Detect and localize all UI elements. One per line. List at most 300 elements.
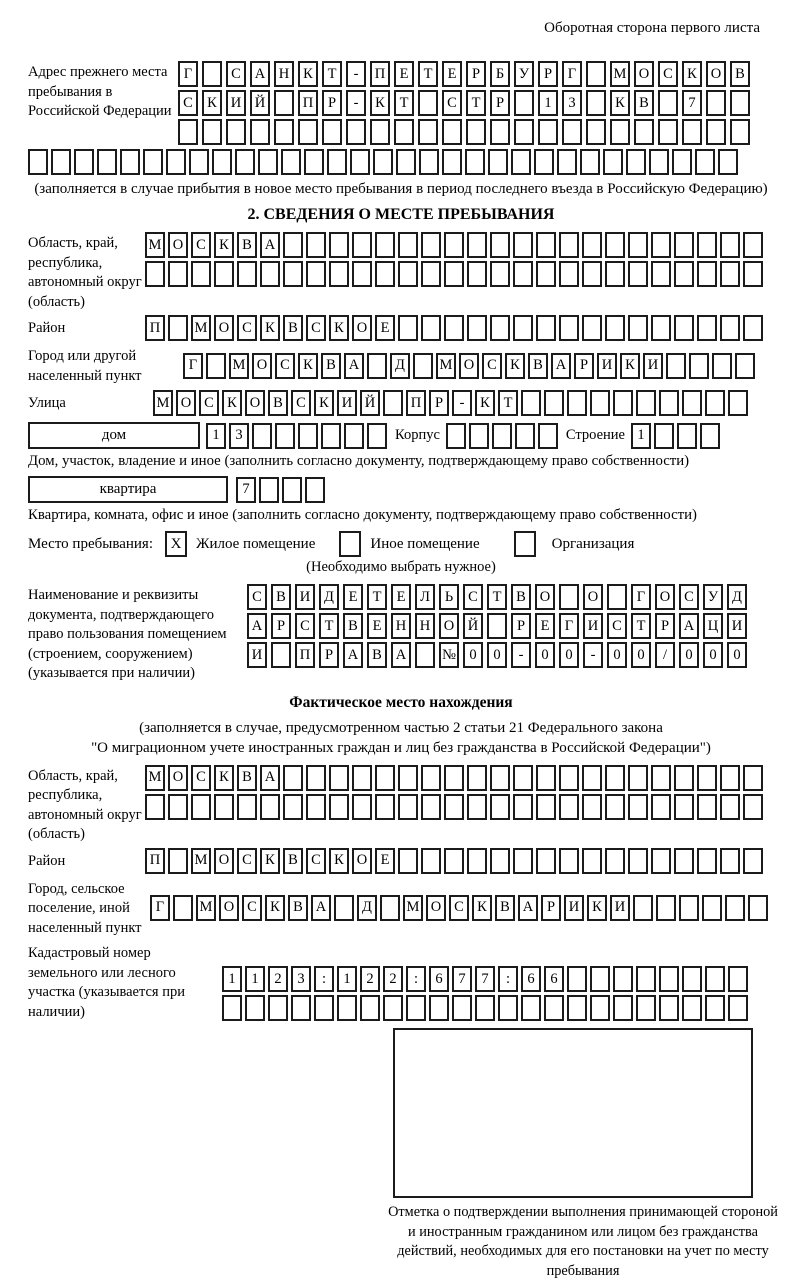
char-box[interactable]: В <box>271 584 291 610</box>
char-box[interactable] <box>628 765 648 791</box>
char-box[interactable]: Т <box>319 613 339 639</box>
char-box[interactable] <box>487 613 507 639</box>
char-box[interactable] <box>636 995 656 1021</box>
char-box[interactable]: С <box>306 848 326 874</box>
char-box[interactable] <box>252 423 272 449</box>
char-box[interactable]: М <box>403 895 423 921</box>
char-box[interactable] <box>649 149 669 175</box>
char-box[interactable] <box>467 261 487 287</box>
char-box[interactable]: К <box>202 90 222 116</box>
char-box[interactable]: Н <box>415 613 435 639</box>
char-box[interactable]: Й <box>250 90 270 116</box>
char-box[interactable]: Р <box>490 90 510 116</box>
char-box[interactable] <box>659 390 679 416</box>
char-box[interactable]: А <box>247 613 267 639</box>
char-box[interactable] <box>329 765 349 791</box>
char-box[interactable]: К <box>682 61 702 87</box>
char-box[interactable] <box>191 794 211 820</box>
char-box[interactable]: А <box>391 642 411 668</box>
char-box[interactable] <box>206 353 226 379</box>
char-box[interactable] <box>700 423 720 449</box>
char-box[interactable] <box>633 895 653 921</box>
char-box[interactable] <box>562 119 582 145</box>
char-box[interactable]: 1 <box>538 90 558 116</box>
char-box[interactable]: 2 <box>360 966 380 992</box>
char-box[interactable] <box>658 90 678 116</box>
char-box[interactable] <box>720 765 740 791</box>
char-box[interactable]: М <box>610 61 630 87</box>
char-box[interactable] <box>304 149 324 175</box>
char-box[interactable] <box>490 119 510 145</box>
char-box[interactable] <box>469 423 489 449</box>
char-box[interactable] <box>259 477 279 503</box>
char-box[interactable] <box>613 995 633 1021</box>
char-box[interactable]: 3 <box>562 90 582 116</box>
char-box[interactable] <box>536 765 556 791</box>
char-box[interactable] <box>697 261 717 287</box>
char-box[interactable] <box>352 765 372 791</box>
char-box[interactable] <box>582 315 602 341</box>
char-box[interactable] <box>674 765 694 791</box>
char-box[interactable]: О <box>168 765 188 791</box>
char-box[interactable]: А <box>679 613 699 639</box>
char-box[interactable] <box>282 477 302 503</box>
char-box[interactable]: Т <box>367 584 387 610</box>
char-box[interactable]: Г <box>631 584 651 610</box>
char-box[interactable] <box>605 794 625 820</box>
char-box[interactable]: К <box>329 848 349 874</box>
char-box[interactable] <box>651 794 671 820</box>
char-box[interactable] <box>28 149 48 175</box>
char-box[interactable] <box>659 966 679 992</box>
char-box[interactable]: С <box>237 315 257 341</box>
char-box[interactable]: В <box>268 390 288 416</box>
char-box[interactable] <box>559 232 579 258</box>
char-box[interactable] <box>513 848 533 874</box>
char-box[interactable]: 3 <box>291 966 311 992</box>
char-box[interactable] <box>490 261 510 287</box>
char-box[interactable]: И <box>226 90 246 116</box>
char-box[interactable]: 3 <box>229 423 249 449</box>
char-box[interactable]: Р <box>655 613 675 639</box>
char-box[interactable] <box>651 261 671 287</box>
char-box[interactable] <box>367 353 387 379</box>
char-box[interactable]: С <box>291 390 311 416</box>
char-box[interactable] <box>651 848 671 874</box>
char-box[interactable] <box>260 794 280 820</box>
char-box[interactable] <box>467 848 487 874</box>
char-box[interactable]: В <box>495 895 515 921</box>
char-box[interactable] <box>674 232 694 258</box>
char-box[interactable] <box>214 261 234 287</box>
char-box[interactable] <box>327 149 347 175</box>
char-box[interactable]: Г <box>562 61 582 87</box>
char-box[interactable] <box>559 315 579 341</box>
char-box[interactable]: / <box>655 642 675 668</box>
char-box[interactable] <box>559 765 579 791</box>
char-box[interactable] <box>442 119 462 145</box>
char-box[interactable]: Г <box>559 613 579 639</box>
char-box[interactable]: М <box>191 848 211 874</box>
char-box[interactable] <box>306 765 326 791</box>
char-box[interactable]: : <box>406 966 426 992</box>
char-box[interactable]: С <box>607 613 627 639</box>
char-box[interactable]: Т <box>466 90 486 116</box>
char-box[interactable]: 2 <box>268 966 288 992</box>
char-box[interactable]: П <box>295 642 315 668</box>
char-box[interactable] <box>730 90 750 116</box>
char-box[interactable]: Н <box>274 61 294 87</box>
char-box[interactable] <box>728 966 748 992</box>
char-box[interactable] <box>682 995 702 1021</box>
char-box[interactable] <box>697 765 717 791</box>
char-box[interactable] <box>250 119 270 145</box>
char-box[interactable]: С <box>306 315 326 341</box>
char-box[interactable] <box>735 353 755 379</box>
char-box[interactable] <box>720 794 740 820</box>
char-box[interactable]: К <box>214 765 234 791</box>
apartment-type-box[interactable]: квартира <box>28 476 228 503</box>
char-box[interactable]: - <box>511 642 531 668</box>
char-box[interactable] <box>682 966 702 992</box>
char-box[interactable] <box>658 119 678 145</box>
char-box[interactable] <box>178 119 198 145</box>
char-box[interactable] <box>706 90 726 116</box>
char-box[interactable]: С <box>237 848 257 874</box>
char-box[interactable]: Д <box>357 895 377 921</box>
char-box[interactable]: О <box>168 232 188 258</box>
char-box[interactable] <box>370 119 390 145</box>
char-box[interactable] <box>538 119 558 145</box>
char-box[interactable] <box>444 232 464 258</box>
char-box[interactable]: 7 <box>452 966 472 992</box>
char-box[interactable] <box>586 119 606 145</box>
char-box[interactable] <box>421 794 441 820</box>
char-box[interactable]: О <box>634 61 654 87</box>
char-box[interactable] <box>375 765 395 791</box>
char-box[interactable] <box>567 966 587 992</box>
char-box[interactable]: 0 <box>607 642 627 668</box>
char-box[interactable] <box>283 261 303 287</box>
char-box[interactable]: 0 <box>487 642 507 668</box>
char-box[interactable] <box>245 995 265 1021</box>
char-box[interactable] <box>582 232 602 258</box>
char-box[interactable] <box>168 261 188 287</box>
char-box[interactable]: Р <box>319 642 339 668</box>
char-box[interactable]: Т <box>631 613 651 639</box>
char-box[interactable] <box>226 119 246 145</box>
char-box[interactable] <box>444 765 464 791</box>
char-box[interactable] <box>145 794 165 820</box>
char-box[interactable] <box>396 149 416 175</box>
char-box[interactable]: К <box>260 848 280 874</box>
char-box[interactable]: Е <box>375 848 395 874</box>
char-box[interactable]: Б <box>490 61 510 87</box>
char-box[interactable]: С <box>679 584 699 610</box>
checkbox-other-premise[interactable] <box>339 531 361 557</box>
char-box[interactable] <box>567 390 587 416</box>
char-box[interactable] <box>513 794 533 820</box>
char-box[interactable] <box>467 765 487 791</box>
char-box[interactable]: П <box>145 315 165 341</box>
char-box[interactable]: К <box>260 315 280 341</box>
checkbox-residential[interactable]: X <box>165 531 187 557</box>
char-box[interactable]: Р <box>538 61 558 87</box>
char-box[interactable] <box>446 423 466 449</box>
char-box[interactable] <box>298 119 318 145</box>
char-box[interactable]: Р <box>429 390 449 416</box>
char-box[interactable]: Р <box>511 613 531 639</box>
checkbox-organization[interactable] <box>514 531 536 557</box>
char-box[interactable] <box>712 353 732 379</box>
char-box[interactable]: С <box>242 895 262 921</box>
char-box[interactable]: К <box>222 390 242 416</box>
char-box[interactable] <box>490 848 510 874</box>
char-box[interactable] <box>237 261 257 287</box>
char-box[interactable]: А <box>518 895 538 921</box>
char-box[interactable] <box>582 848 602 874</box>
char-box[interactable]: И <box>583 613 603 639</box>
char-box[interactable] <box>743 765 763 791</box>
char-box[interactable]: С <box>275 353 295 379</box>
char-box[interactable]: О <box>245 390 265 416</box>
char-box[interactable] <box>613 390 633 416</box>
char-box[interactable]: В <box>528 353 548 379</box>
char-box[interactable] <box>748 895 768 921</box>
char-box[interactable]: П <box>298 90 318 116</box>
char-box[interactable]: 6 <box>521 966 541 992</box>
char-box[interactable]: О <box>352 315 372 341</box>
char-box[interactable] <box>720 232 740 258</box>
char-box[interactable]: В <box>283 315 303 341</box>
char-box[interactable]: У <box>514 61 534 87</box>
char-box[interactable]: Т <box>487 584 507 610</box>
char-box[interactable] <box>275 423 295 449</box>
char-box[interactable]: - <box>346 61 366 87</box>
char-box[interactable] <box>697 315 717 341</box>
char-box[interactable] <box>375 232 395 258</box>
char-box[interactable]: Д <box>727 584 747 610</box>
char-box[interactable] <box>605 848 625 874</box>
char-box[interactable] <box>628 848 648 874</box>
char-box[interactable] <box>191 261 211 287</box>
char-box[interactable]: 7 <box>682 90 702 116</box>
char-box[interactable] <box>173 895 193 921</box>
char-box[interactable]: 0 <box>727 642 747 668</box>
char-box[interactable] <box>659 995 679 1021</box>
char-box[interactable] <box>590 995 610 1021</box>
char-box[interactable]: О <box>459 353 479 379</box>
char-box[interactable] <box>544 390 564 416</box>
char-box[interactable] <box>682 119 702 145</box>
char-box[interactable]: В <box>283 848 303 874</box>
char-box[interactable] <box>705 995 725 1021</box>
char-box[interactable] <box>375 261 395 287</box>
char-box[interactable] <box>352 794 372 820</box>
char-box[interactable] <box>329 261 349 287</box>
char-box[interactable]: 1 <box>337 966 357 992</box>
char-box[interactable] <box>467 232 487 258</box>
char-box[interactable] <box>590 390 610 416</box>
char-box[interactable] <box>636 966 656 992</box>
char-box[interactable] <box>720 315 740 341</box>
char-box[interactable] <box>235 149 255 175</box>
char-box[interactable]: Р <box>466 61 486 87</box>
char-box[interactable] <box>166 149 186 175</box>
char-box[interactable]: У <box>703 584 723 610</box>
char-box[interactable]: 7 <box>236 477 256 503</box>
char-box[interactable] <box>398 315 418 341</box>
char-box[interactable] <box>628 232 648 258</box>
char-box[interactable] <box>586 61 606 87</box>
char-box[interactable]: О <box>176 390 196 416</box>
char-box[interactable] <box>586 90 606 116</box>
char-box[interactable]: Й <box>360 390 380 416</box>
char-box[interactable]: А <box>344 353 364 379</box>
char-box[interactable]: № <box>439 642 459 668</box>
char-box[interactable]: В <box>634 90 654 116</box>
char-box[interactable] <box>513 261 533 287</box>
char-box[interactable] <box>398 261 418 287</box>
char-box[interactable]: М <box>145 765 165 791</box>
char-box[interactable] <box>605 261 625 287</box>
char-box[interactable] <box>656 895 676 921</box>
char-box[interactable]: Л <box>415 584 435 610</box>
char-box[interactable]: Н <box>391 613 411 639</box>
char-box[interactable] <box>321 423 341 449</box>
char-box[interactable]: К <box>620 353 640 379</box>
char-box[interactable]: С <box>226 61 246 87</box>
char-box[interactable]: Е <box>391 584 411 610</box>
char-box[interactable]: 2 <box>383 966 403 992</box>
char-box[interactable] <box>291 995 311 1021</box>
char-box[interactable] <box>306 261 326 287</box>
char-box[interactable] <box>743 315 763 341</box>
char-box[interactable]: Г <box>150 895 170 921</box>
char-box[interactable]: Р <box>541 895 561 921</box>
char-box[interactable] <box>222 995 242 1021</box>
char-box[interactable]: В <box>367 642 387 668</box>
char-box[interactable]: 1 <box>631 423 651 449</box>
char-box[interactable] <box>697 232 717 258</box>
char-box[interactable] <box>271 642 291 668</box>
char-box[interactable]: А <box>260 232 280 258</box>
char-box[interactable]: М <box>229 353 249 379</box>
char-box[interactable]: 0 <box>559 642 579 668</box>
char-box[interactable] <box>398 848 418 874</box>
char-box[interactable]: Т <box>394 90 414 116</box>
char-box[interactable] <box>350 149 370 175</box>
char-box[interactable] <box>375 794 395 820</box>
char-box[interactable] <box>498 995 518 1021</box>
char-box[interactable] <box>329 794 349 820</box>
char-box[interactable] <box>536 794 556 820</box>
char-box[interactable] <box>383 390 403 416</box>
char-box[interactable] <box>97 149 117 175</box>
char-box[interactable]: И <box>610 895 630 921</box>
char-box[interactable] <box>513 765 533 791</box>
char-box[interactable]: - <box>583 642 603 668</box>
char-box[interactable] <box>605 232 625 258</box>
char-box[interactable]: О <box>214 848 234 874</box>
char-box[interactable] <box>281 149 301 175</box>
char-box[interactable]: М <box>153 390 173 416</box>
char-box[interactable] <box>492 423 512 449</box>
char-box[interactable]: Й <box>463 613 483 639</box>
char-box[interactable] <box>536 315 556 341</box>
char-box[interactable] <box>705 390 725 416</box>
char-box[interactable] <box>398 765 418 791</box>
char-box[interactable] <box>490 315 510 341</box>
char-box[interactable] <box>567 995 587 1021</box>
char-box[interactable] <box>636 390 656 416</box>
char-box[interactable]: Р <box>322 90 342 116</box>
char-box[interactable] <box>212 149 232 175</box>
char-box[interactable]: И <box>564 895 584 921</box>
char-box[interactable] <box>559 261 579 287</box>
char-box[interactable]: Е <box>535 613 555 639</box>
char-box[interactable] <box>536 261 556 287</box>
char-box[interactable] <box>398 794 418 820</box>
char-box[interactable]: Е <box>442 61 462 87</box>
char-box[interactable] <box>720 848 740 874</box>
char-box[interactable]: П <box>370 61 390 87</box>
char-box[interactable] <box>559 584 579 610</box>
char-box[interactable] <box>444 794 464 820</box>
char-box[interactable] <box>421 232 441 258</box>
char-box[interactable] <box>490 794 510 820</box>
char-box[interactable]: 0 <box>703 642 723 668</box>
char-box[interactable]: 7 <box>475 966 495 992</box>
char-box[interactable] <box>168 794 188 820</box>
char-box[interactable] <box>513 232 533 258</box>
char-box[interactable] <box>344 423 364 449</box>
char-box[interactable] <box>360 995 380 1021</box>
char-box[interactable] <box>475 995 495 1021</box>
char-box[interactable] <box>367 423 387 449</box>
char-box[interactable] <box>514 119 534 145</box>
char-box[interactable] <box>521 390 541 416</box>
char-box[interactable] <box>214 794 234 820</box>
char-box[interactable] <box>674 848 694 874</box>
char-box[interactable] <box>305 477 325 503</box>
char-box[interactable]: О <box>252 353 272 379</box>
char-box[interactable]: С <box>442 90 462 116</box>
char-box[interactable]: Е <box>367 613 387 639</box>
char-box[interactable]: О <box>706 61 726 87</box>
char-box[interactable]: : <box>314 966 334 992</box>
char-box[interactable] <box>415 642 435 668</box>
char-box[interactable] <box>306 794 326 820</box>
char-box[interactable] <box>283 765 303 791</box>
char-box[interactable]: В <box>237 232 257 258</box>
char-box[interactable]: О <box>214 315 234 341</box>
char-box[interactable]: 0 <box>679 642 699 668</box>
char-box[interactable]: А <box>260 765 280 791</box>
char-box[interactable] <box>720 261 740 287</box>
char-box[interactable]: С <box>178 90 198 116</box>
char-box[interactable] <box>538 423 558 449</box>
char-box[interactable]: - <box>346 90 366 116</box>
char-box[interactable] <box>418 119 438 145</box>
char-box[interactable] <box>730 119 750 145</box>
char-box[interactable] <box>329 232 349 258</box>
char-box[interactable] <box>626 149 646 175</box>
house-type-box[interactable]: дом <box>28 422 200 449</box>
char-box[interactable] <box>334 895 354 921</box>
char-box[interactable] <box>718 149 738 175</box>
char-box[interactable]: 0 <box>631 642 651 668</box>
